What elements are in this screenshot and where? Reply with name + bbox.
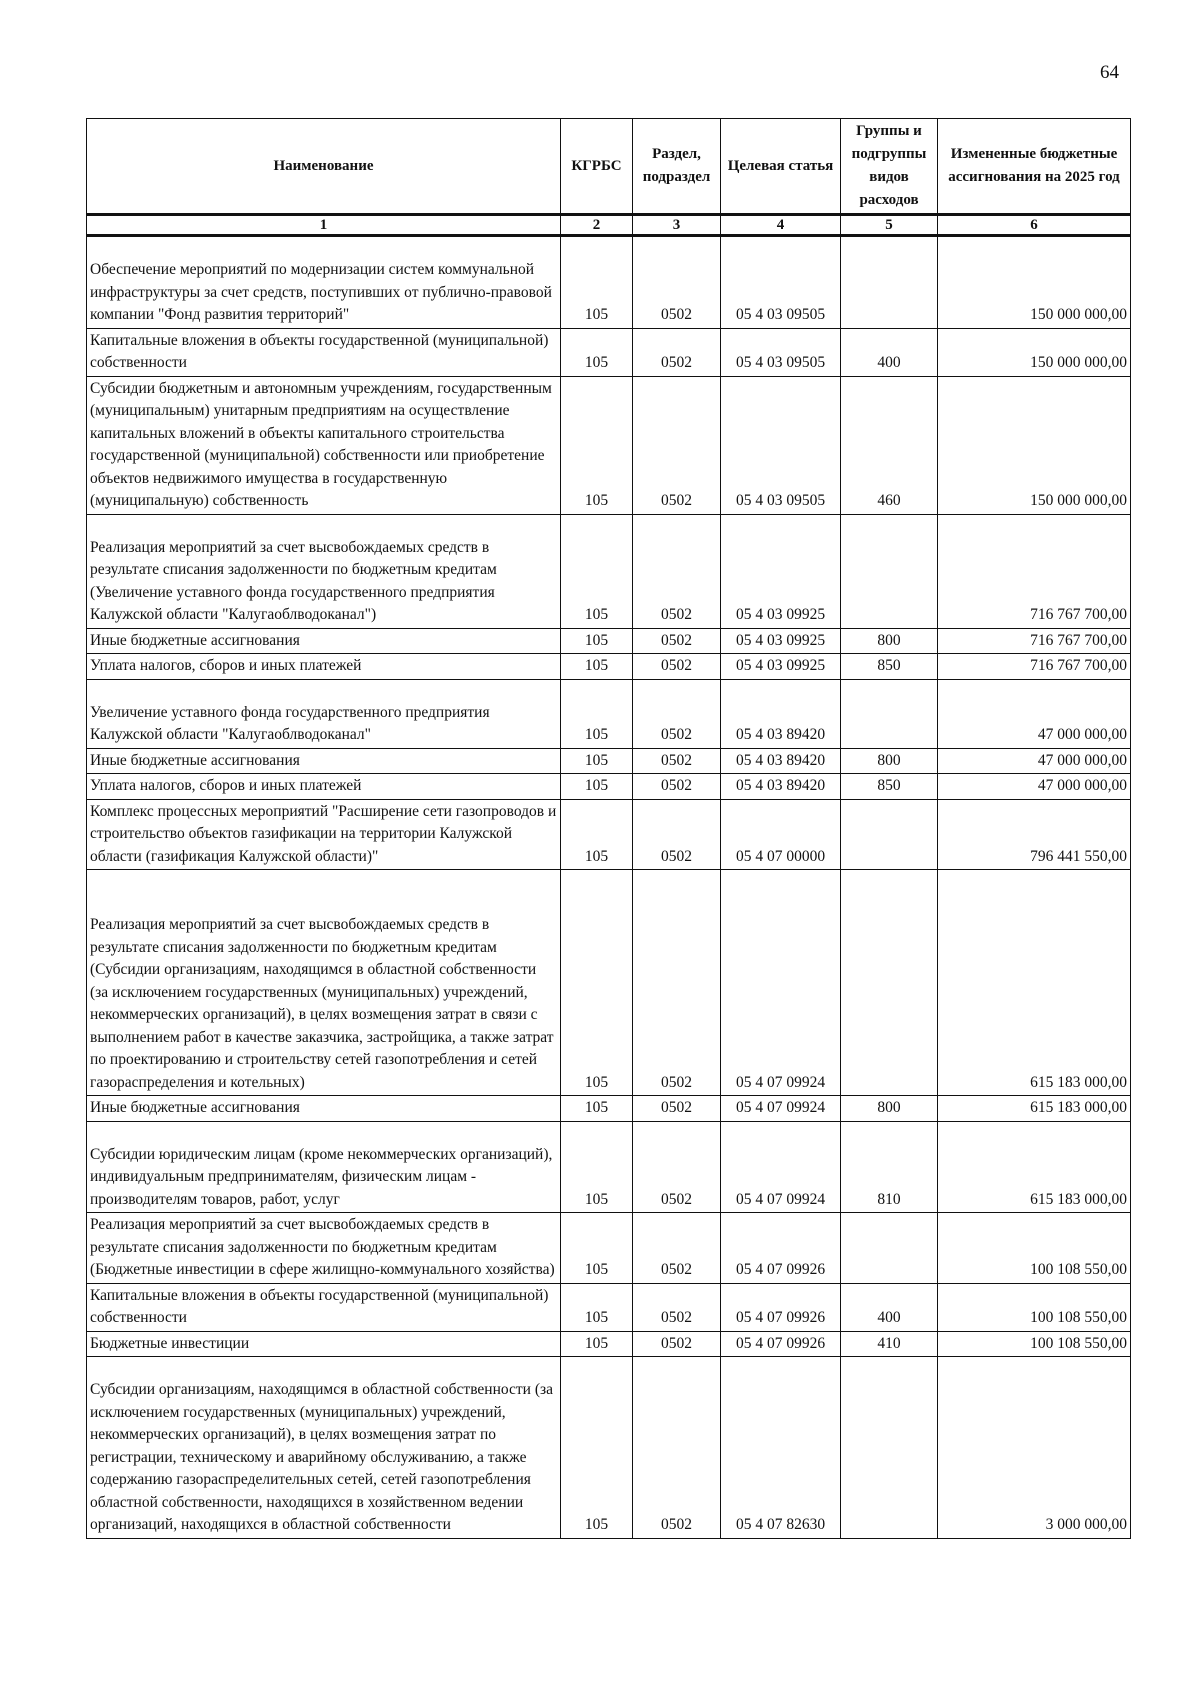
column-number: 2: [561, 215, 633, 236]
row-amount: 615 183 000,00: [938, 1096, 1131, 1122]
row-expense-group: 850: [841, 654, 938, 680]
row-amount: 150 000 000,00: [938, 376, 1131, 514]
row-name: Бюджетные инвестиции: [87, 1331, 561, 1357]
row-razdel: 0502: [633, 654, 721, 680]
row-target-article: 05 4 07 09924: [721, 870, 841, 1096]
table-row: [87, 799, 1131, 870]
column-number: 5: [841, 215, 938, 236]
page-number: 64: [1100, 62, 1119, 83]
table-row: [87, 1213, 1131, 1284]
row-kgrbs: 105: [561, 870, 633, 1096]
column-number: 1: [87, 215, 561, 236]
row-razdel: 0502: [633, 799, 721, 870]
table-row: [87, 1331, 1131, 1357]
row-target-article: 05 4 03 09505: [721, 376, 841, 514]
row-expense-group: 800: [841, 628, 938, 654]
row-amount: 615 183 000,00: [938, 870, 1131, 1096]
row-name: Капитальные вложения в объекты государственной (муниципальной) собственности: [87, 328, 561, 376]
row-target-article: 05 4 07 09924: [721, 1096, 841, 1122]
row-target-article: 05 4 07 09924: [721, 1121, 841, 1213]
row-name: Субсидии юридическим лицам (кроме некоммерческих организаций), индивидуальным предпринимателям, физическим лицам - производителям товаров, работ, услуг: [87, 1121, 561, 1213]
table-row: [87, 628, 1131, 654]
row-expense-group: [841, 1357, 938, 1539]
row-expense-group: 810: [841, 1121, 938, 1213]
row-target-article: 05 4 07 09926: [721, 1213, 841, 1284]
row-amount: 100 108 550,00: [938, 1213, 1131, 1284]
row-name: Капитальные вложения в объекты государственной (муниципальной) собственности: [87, 1283, 561, 1331]
row-kgrbs: 105: [561, 236, 633, 329]
row-amount: 716 767 700,00: [938, 514, 1131, 628]
row-kgrbs: 105: [561, 1357, 633, 1539]
table-row: [87, 774, 1131, 800]
row-target-article: 05 4 07 09926: [721, 1283, 841, 1331]
row-name: Реализация мероприятий за счет высвобождаемых средств в результате списания задолженности по бюджетным кредитам (Субсидии организациям, находящимся в областной собственности (за исключением государственных (муниципальных) учреждений, некоммерческих организаций), в целях возмещения затрат в связи с выполнением работ в качестве заказчика, застройщика, а также затрат по проектированию и строительству сетей газопотребления и сетей газораспределения и котельных): [87, 870, 561, 1096]
header-kgrbs: КГРБС: [561, 119, 633, 215]
row-name: Комплекс процессных мероприятий "Расширение сети газопроводов и строительство объектов газификации на территории Калужской области (газификация Калужской области)": [87, 799, 561, 870]
header-razdel: Раздел, подраздел: [633, 119, 721, 215]
row-amount: 716 767 700,00: [938, 654, 1131, 680]
row-kgrbs: 105: [561, 774, 633, 800]
row-target-article: 05 4 07 09926: [721, 1331, 841, 1357]
row-kgrbs: 105: [561, 628, 633, 654]
row-target-article: 05 4 03 09925: [721, 514, 841, 628]
row-razdel: 0502: [633, 628, 721, 654]
row-name: Реализация мероприятий за счет высвобождаемых средств в результате списания задолженности по бюджетным кредитам (Увеличение уставного фонда государственного предприятия Калужской области "Калугаоблводоканал"): [87, 514, 561, 628]
row-target-article: 05 4 03 09925: [721, 654, 841, 680]
row-amount: 47 000 000,00: [938, 748, 1131, 774]
table-row: [87, 236, 1131, 329]
row-name: Реализация мероприятий за счет высвобождаемых средств в результате списания задолженности по бюджетным кредитам (Бюджетные инвестиции в сфере жилищно-коммунального хозяйства): [87, 1213, 561, 1284]
row-kgrbs: 105: [561, 799, 633, 870]
table-row: [87, 870, 1131, 1096]
header-name: Наименование: [87, 119, 561, 215]
table-row: [87, 1121, 1131, 1213]
table-row: [87, 376, 1131, 514]
table-row: [87, 514, 1131, 628]
row-target-article: 05 4 03 89420: [721, 774, 841, 800]
row-target-article: 05 4 03 89420: [721, 748, 841, 774]
row-razdel: 0502: [633, 1121, 721, 1213]
table-row: [87, 1283, 1131, 1331]
row-expense-group: 850: [841, 774, 938, 800]
row-razdel: 0502: [633, 679, 721, 748]
row-razdel: 0502: [633, 748, 721, 774]
row-expense-group: [841, 514, 938, 628]
row-expense-group: 410: [841, 1331, 938, 1357]
row-expense-group: 400: [841, 1283, 938, 1331]
row-expense-group: [841, 799, 938, 870]
row-razdel: 0502: [633, 1283, 721, 1331]
row-name: Субсидии бюджетным и автономным учреждениям, государственным (муниципальным) унитарным предприятиям на осуществление капитальных вложений в объекты капитального строительства государственной (муниципальной) собственности или приобретение объектов недвижимого имущества в государственную (муниципальную) собственность: [87, 376, 561, 514]
row-expense-group: [841, 236, 938, 329]
row-razdel: 0502: [633, 1096, 721, 1122]
row-expense-group: [841, 870, 938, 1096]
row-target-article: 05 4 07 00000: [721, 799, 841, 870]
row-razdel: 0502: [633, 1213, 721, 1284]
row-target-article: 05 4 07 82630: [721, 1357, 841, 1539]
row-expense-group: 460: [841, 376, 938, 514]
row-kgrbs: 105: [561, 1096, 633, 1122]
table-header-row: [87, 119, 1131, 215]
table-row: [87, 328, 1131, 376]
row-razdel: 0502: [633, 870, 721, 1096]
row-amount: 47 000 000,00: [938, 679, 1131, 748]
column-number: 3: [633, 215, 721, 236]
table-row: [87, 1357, 1131, 1539]
row-target-article: 05 4 03 09505: [721, 236, 841, 329]
row-expense-group: [841, 1213, 938, 1284]
row-target-article: 05 4 03 89420: [721, 679, 841, 748]
row-name: Увеличение уставного фонда государственного предприятия Калужской области "Калугаоблводоканал": [87, 679, 561, 748]
row-kgrbs: 105: [561, 679, 633, 748]
row-expense-group: [841, 679, 938, 748]
table-row: [87, 654, 1131, 680]
column-number: 6: [938, 215, 1131, 236]
row-kgrbs: 105: [561, 654, 633, 680]
table-row: [87, 748, 1131, 774]
row-expense-group: 800: [841, 1096, 938, 1122]
row-name: Субсидии организациям, находящимся в областной собственности (за исключением государственных (муниципальных) учреждений, некоммерческих организаций), в целях возмещения затрат по регистрации, техническому и аварийному обслуживанию, а также содержанию газораспределительных сетей, сетей газопотребления областной собственности, находящихся в хозяйственном ведении организаций, находящихся в областной собственности: [87, 1357, 561, 1539]
row-expense-group: 400: [841, 328, 938, 376]
row-amount: 615 183 000,00: [938, 1121, 1131, 1213]
row-name: Уплата налогов, сборов и иных платежей: [87, 654, 561, 680]
row-razdel: 0502: [633, 1331, 721, 1357]
row-target-article: 05 4 03 09505: [721, 328, 841, 376]
row-kgrbs: 105: [561, 1121, 633, 1213]
row-amount: 716 767 700,00: [938, 628, 1131, 654]
row-name: Иные бюджетные ассигнования: [87, 1096, 561, 1122]
row-kgrbs: 105: [561, 1331, 633, 1357]
header-amount: Измененные бюджетные ассигнования на 2025 год: [938, 119, 1131, 215]
column-number-row: [87, 215, 1131, 236]
row-kgrbs: 105: [561, 1213, 633, 1284]
row-amount: 3 000 000,00: [938, 1357, 1131, 1539]
header-target-article: Целевая статья: [721, 119, 841, 215]
row-name: Иные бюджетные ассигнования: [87, 628, 561, 654]
budget-allocation-table: [86, 118, 1131, 1539]
row-amount: 796 441 550,00: [938, 799, 1131, 870]
row-kgrbs: 105: [561, 748, 633, 774]
row-amount: 150 000 000,00: [938, 328, 1131, 376]
row-name: Уплата налогов, сборов и иных платежей: [87, 774, 561, 800]
row-amount: 100 108 550,00: [938, 1283, 1131, 1331]
row-name: Иные бюджетные ассигнования: [87, 748, 561, 774]
row-amount: 47 000 000,00: [938, 774, 1131, 800]
column-number: 4: [721, 215, 841, 236]
row-kgrbs: 105: [561, 514, 633, 628]
row-razdel: 0502: [633, 328, 721, 376]
row-name: Обеспечение мероприятий по модернизации систем коммунальной инфраструктуры за счет средств, поступивших от публично-правовой компании "Фонд развития территорий": [87, 236, 561, 329]
row-kgrbs: 105: [561, 1283, 633, 1331]
row-kgrbs: 105: [561, 328, 633, 376]
row-amount: 150 000 000,00: [938, 236, 1131, 329]
row-razdel: 0502: [633, 514, 721, 628]
row-amount: 100 108 550,00: [938, 1331, 1131, 1357]
table-row: [87, 1096, 1131, 1122]
row-kgrbs: 105: [561, 376, 633, 514]
table-row: [87, 679, 1131, 748]
row-razdel: 0502: [633, 1357, 721, 1539]
row-target-article: 05 4 03 09925: [721, 628, 841, 654]
row-razdel: 0502: [633, 774, 721, 800]
header-expense-groups: Группы и подгруппы видов расходов: [841, 119, 938, 215]
row-expense-group: 800: [841, 748, 938, 774]
row-razdel: 0502: [633, 376, 721, 514]
row-razdel: 0502: [633, 236, 721, 329]
